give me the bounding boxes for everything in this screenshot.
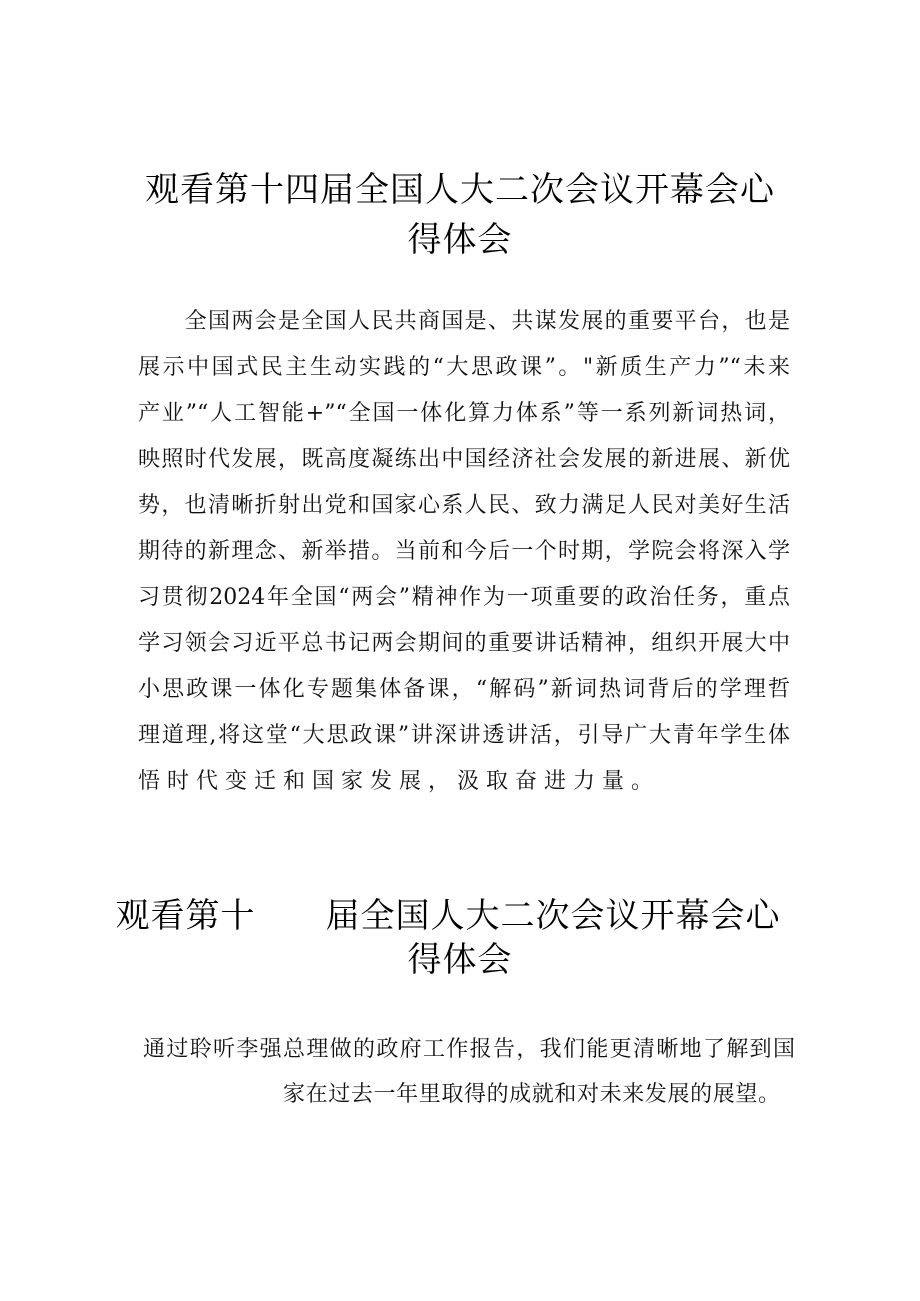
paragraph-line: 学习领会习近平总书记两会期间的重要讲话精神，组织开展大中 xyxy=(138,631,790,656)
section1-title-line2: 得体会 xyxy=(407,220,513,260)
paragraph-line: 展示中国式民主生动实践的“大思政课”。"新质生产力”“未来 xyxy=(138,355,790,380)
paragraph-line: 期待的新理念、新举措。当前和今后一个时期，学院会将深入学 xyxy=(138,539,790,564)
paragraph-line: 悟时代变迁和国家发展，汲取奋进力量。 xyxy=(138,769,661,794)
paragraph-line: 全国两会是全国人民共商国是、共谋发展的重要平台，也是 xyxy=(138,309,790,334)
paragraph-line: 映照时代发展，既高度凝练出中国经济社会发展的新进展、新优 xyxy=(138,447,790,472)
paragraph-line: 家在过去一年里取得的成就和对未来发展的展望。 xyxy=(283,1082,780,1107)
paragraph-line: 习贯彻2024年全国“两会”精神作为一项重要的政治任务，重点 xyxy=(138,585,790,610)
section2-title-line2: 得体会 xyxy=(407,940,513,980)
paragraph-line: 理道理,将这堂“大思政课”讲深讲透讲活，引导广大青年学生体 xyxy=(138,723,790,748)
paragraph-line: 势，也清晰折射出党和国家心系人民、致力满足人民对美好生活 xyxy=(138,493,790,518)
paragraph-line: 产业”“人工智能+”“全国一体化算力体系”等一系列新词热词， xyxy=(138,401,790,426)
paragraph-line: 小思政课一体化专题集体备课，“解码”新词热词背后的学理哲 xyxy=(138,677,790,702)
section1-title-line1: 观看第十四届全国人大二次会议开幕会心 xyxy=(145,170,775,210)
paragraph-line: 通过聆听李强总理做的政府工作报告，我们能更清晰地了解到国 xyxy=(143,1037,795,1062)
section2-title-line1: 观看第十 届全国人大二次会议开幕会心 xyxy=(115,896,781,936)
